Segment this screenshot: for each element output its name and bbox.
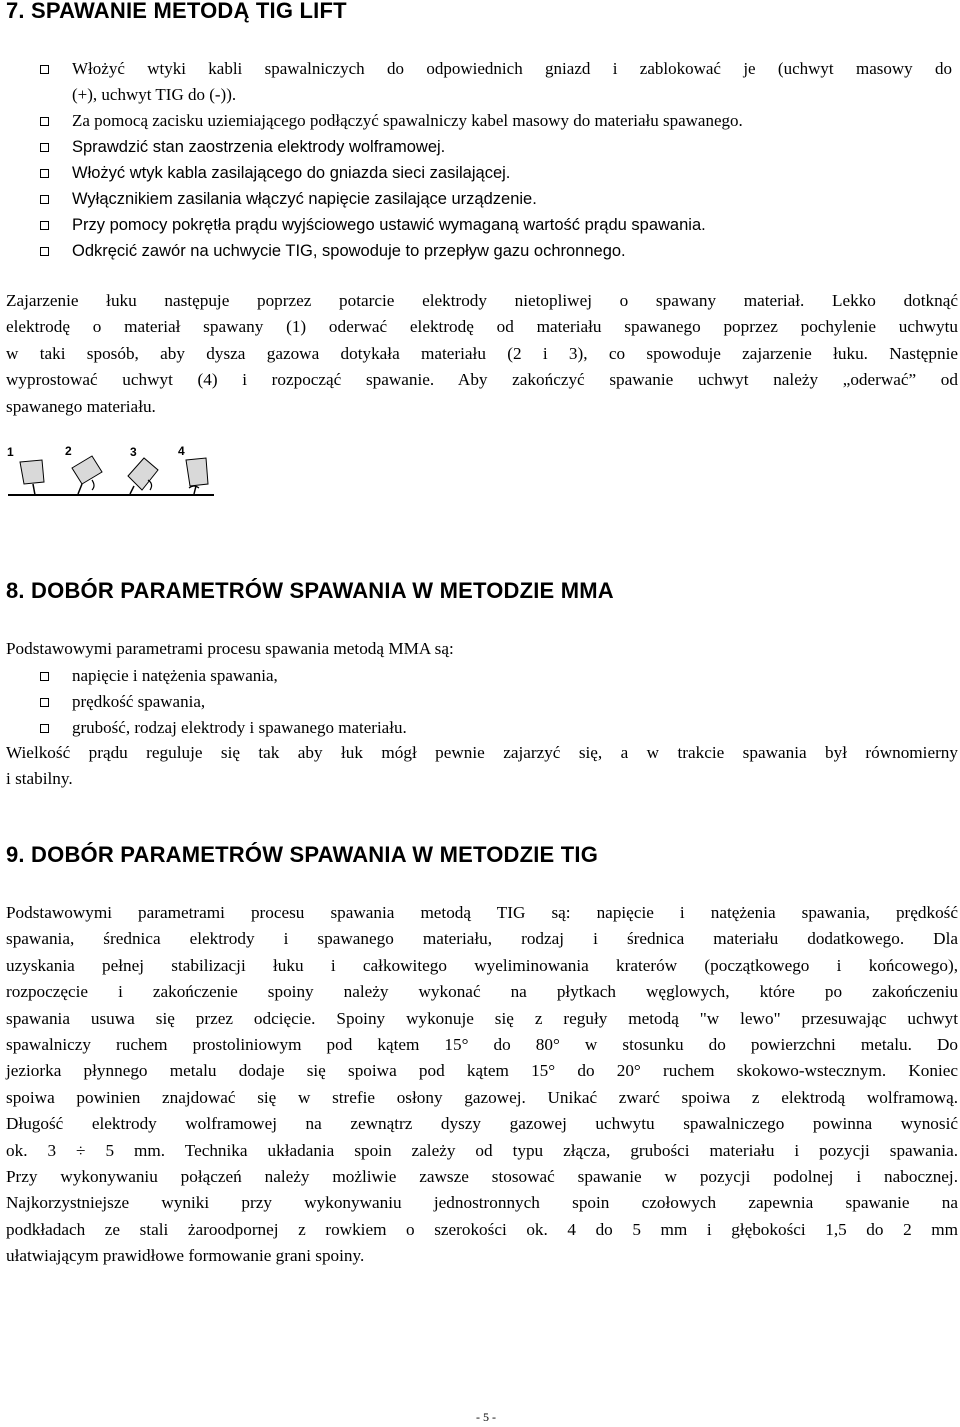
list-item-text: Włożyć wtyk kabla zasilającego do gniazda sieci zasilającej. — [72, 164, 511, 182]
paragraph-line: Wielkość prądu reguluje się tak aby łuk mógł pewnie zajarzyć się, a w trakcie spawania był równomierny — [6, 743, 958, 762]
paragraph-line: rozpoczęcie i zakończenie spoiny należy wykonać na płytkach węglowych, które po zakończeniu — [6, 982, 958, 1002]
list-item-text: Włożyć wtyki kabli spawalniczych do odpowiednich gniazd i zablokować je (uchwyt masowy do — [72, 59, 952, 78]
checkbox-bullet-icon — [40, 247, 49, 256]
figure-step-label: 4 — [178, 444, 185, 458]
paragraph-line: ułatwiającym prawidłowe formowanie grani spoiny. — [6, 1246, 365, 1266]
section-8-title: 8. DOBÓR PARAMETRÓW SPAWANIA W METODZIE MMA — [6, 578, 614, 603]
checkbox-bullet-icon — [40, 169, 49, 178]
list-item-text-continued: (+), uchwyt TIG do (-)). — [72, 85, 237, 104]
paragraph-line: Podstawowymi parametrami procesu spawania metodą MMA są: — [6, 639, 454, 658]
checkbox-bullet-icon — [40, 65, 49, 74]
list-item — [0, 108, 952, 134]
paragraph-line: spawalniczy ruchem prostoliniowym pod kątem 15° do 80° w stosunku do powierzchni metalu. Do — [6, 1035, 958, 1055]
list-item — [0, 689, 952, 715]
list-item-text: Wyłącznikiem zasilania włączyć napięcie zasilające urządzenie. — [72, 190, 537, 208]
list-item-text: napięcie i natężenia spawania, — [72, 666, 278, 685]
paragraph-line: elektrodę o materiał spawany (1) oderwać elektrodę od materiału spawanego poprzez pochylenie uchwytu — [6, 317, 958, 337]
checkbox-bullet-icon — [40, 221, 49, 230]
paragraph-line: spoiwa powinien znajdować się w strefie osłony gazowej. Unikać zwarć spoiwa z elektrodą wolframową. — [6, 1087, 958, 1107]
list-item — [0, 56, 952, 108]
paragraph-line: spawania usuwa się przez odcięcie. Spoiny wykonuje się z reguły metodą "w lewo" przesuwając uchwyt — [6, 1008, 958, 1028]
paragraph-line: podkładach ze stali żaroodpornej z rowkiem o szerokości ok. 4 do 5 mm i głębokości 1,5 do 2 mm — [6, 1219, 958, 1239]
list-item — [0, 186, 952, 212]
paragraph-line: jeziorka płynnego metalu dodaje się spoiwa pod kątem 15° do 20° ruchem skokowo-wstecznym. Koniec — [6, 1061, 958, 1081]
checkbox-bullet-icon — [40, 724, 49, 733]
paragraph-line: Podstawowymi parametrami procesu spawania metodą TIG są: napięcie i natężenia spawania, prędkość — [6, 903, 958, 922]
checkbox-bullet-icon — [40, 117, 49, 126]
list-item-text: Za pomocą zacisku uziemiającego podłączyć spawalniczy kabel masowy do materiału spawanego. — [72, 111, 743, 130]
checkbox-bullet-icon — [40, 698, 49, 707]
torch-step-4-icon — [186, 458, 208, 494]
list-item — [0, 134, 952, 160]
torch-step-3-icon — [128, 458, 158, 494]
list-item-text: Odkręcić zawór na uchwycie TIG, spowoduje to przepływ gazu ochronnego. — [72, 242, 626, 260]
paragraph-line: spawanego materiału. — [6, 396, 156, 416]
section-9-title: 9. DOBÓR PARAMETRÓW SPAWANIA W METODZIE TIG — [6, 842, 599, 867]
page-number: - 5 - — [476, 1410, 496, 1424]
list-item — [0, 238, 952, 264]
section-7-steps-list — [0, 56, 952, 264]
paragraph-line: Przy wykonywaniu połączeń należy możliwie zawsze stosować spawanie w pozycji podolnej i nabocznej. — [6, 1167, 958, 1187]
torch-step-2-icon — [72, 456, 102, 494]
paragraph-line: wyprostować uchwyt (4) i rozpocząć spawanie. Aby zakończyć spawanie uchwyt należy „oderwać” od — [6, 370, 958, 390]
torch-step-1-icon — [20, 460, 44, 495]
section-8-parameters-list — [0, 663, 952, 741]
list-item — [0, 663, 952, 689]
checkbox-bullet-icon — [40, 143, 49, 152]
list-item-text: prędkość spawania, — [72, 692, 206, 711]
paragraph-line: Zajarzenie łuku następuje poprzez potarcie elektrody nietopliwej o spawany materiał. Lekko dotknąć — [6, 291, 958, 310]
paragraph-line: spawania, średnica elektrody i spawanego materiału, rodzaj i średnica materiału dodatkowego. Dla — [6, 929, 958, 949]
section-7-paragraph — [6, 288, 958, 420]
list-item — [0, 160, 952, 186]
section-8-closing-paragraph — [6, 740, 958, 793]
paragraph-line: Długość elektrody wolframowej na zewnątrz dyszy gazowej uchwytu spawalniczego powinna wynosić — [6, 1114, 958, 1134]
section-8-intro — [6, 636, 958, 662]
paragraph-line: i stabilny. — [6, 769, 73, 789]
paragraph-line: uzyskania pełnej stabilizacji łuku i całkowitego wyeliminowania kraterów (początkowego i końcowego), — [6, 955, 958, 975]
figure-step-label: 1 — [7, 445, 14, 459]
section-7-title: 7. SPAWANIE METODĄ TIG LIFT — [6, 0, 347, 23]
checkbox-bullet-icon — [40, 672, 49, 681]
section-9-paragraph — [6, 900, 958, 1270]
tig-lift-steps-figure — [6, 440, 218, 502]
paragraph-line: w taki sposób, aby dysza gazowa dotykała materiału (2 i 3), co spowoduje zajarzenie łuku. Następnie — [6, 343, 958, 363]
paragraph-line: Najkorzystniejsze wyniki przy wykonywaniu jednostronnych spoin czołowych zapewnia spawanie na — [6, 1193, 958, 1213]
paragraph-line: ok. 3 ÷ 5 mm. Technika układania spoin zależy od typu złącza, grubości materiału i pozycji spawania. — [6, 1140, 958, 1160]
list-item-text: Przy pomocy pokrętła prądu wyjściowego ustawić wymaganą wartość prądu spawania. — [72, 216, 706, 234]
list-item — [0, 715, 952, 741]
checkbox-bullet-icon — [40, 195, 49, 204]
list-item-text: Sprawdzić stan zaostrzenia elektrody wolframowej. — [72, 138, 446, 156]
list-item — [0, 212, 952, 238]
figure-step-label: 2 — [65, 444, 72, 458]
list-item-text: grubość, rodzaj elektrody i spawanego materiału. — [72, 718, 407, 737]
figure-step-label: 3 — [130, 445, 137, 459]
